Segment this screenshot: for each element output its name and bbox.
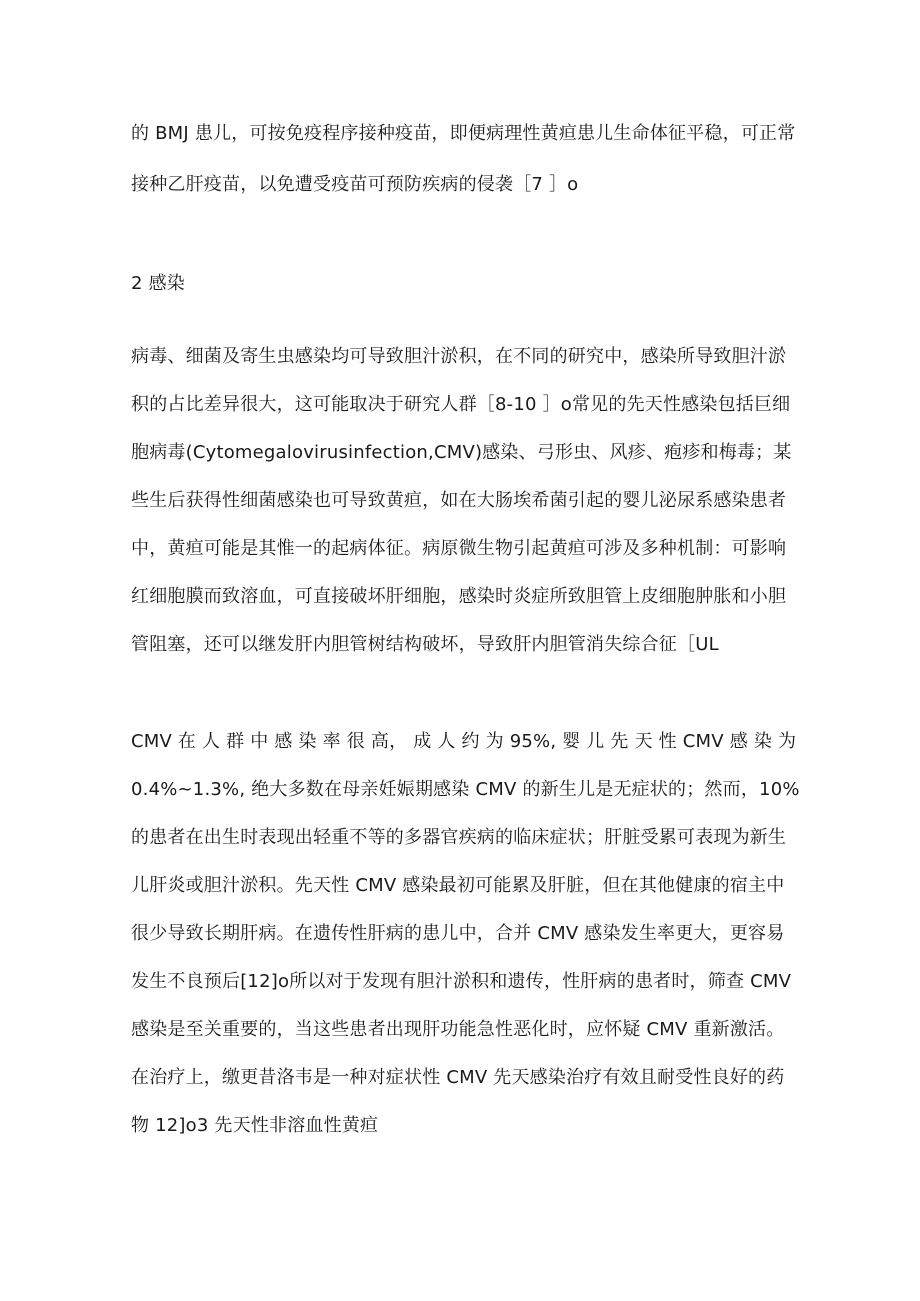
text-line: 管阻塞，还可以继发肝内胆管树结构破坏，导致肝内胆管消失综合征［UL (131, 634, 719, 655)
text-line: 红细胞膜而致溶血，可直接破坏肝细胞，感染时炎症所致胆管上皮细胞肿胀和小胆 (131, 586, 787, 607)
text-line: 0.4%~1.3%, 绝大多数在母亲妊娠期感染 CMV 的新生儿是无症状的；然而，10% (131, 779, 800, 800)
text-line: 很少导致长期肝病。在遗传性肝病的患儿中，合并 CMV 感染发生率更大，更容易 (131, 923, 785, 944)
text-line: 物 12]o3 先天性非溶血性黄疸 (131, 1115, 379, 1136)
section-heading: 2 感染 (131, 273, 185, 294)
text-line: CMV 在 人 群 中 感 染 率 很 高， 成 人 约 为 95%, 婴 儿 先 天 性 CMV 感 染 为 (131, 731, 797, 752)
text-line: 病毒、细菌及寄生虫感染均可导致胆汁淤积，在不同的研究中，感染所导致胆汁淤 (131, 346, 787, 367)
text-line: 发生不良预后[12]o所以对于发现有胆汁淤积和遗传，性肝病的患者时，筛查 CMV (131, 971, 792, 992)
text-line: 中，黄疸可能是其惟一的起病体征。病原微生物引起黄疸可涉及多种机制：可影响 (131, 538, 787, 559)
text-line: 感染是至关重要的，当这些患者出现肝功能急性恶化时，应怀疑 CMV 重新激活。 (131, 1019, 785, 1040)
text-line: 的 BMJ 患儿，可按免疫程序接种疫苗，即便病理性黄疸患儿生命体征平稳，可正常 (131, 123, 796, 144)
text-line: 接种乙肝疫苗，以免遭受疫苗可预防疾病的侵袭［7 ］o (131, 174, 579, 195)
text-line: 在治疗上，缴更昔洛韦是一种对症状性 CMV 先天感染治疗有效且耐受性良好的药 (131, 1067, 785, 1088)
text-line: 积的占比差异很大，这可能取决于研究人群［8-10 ］o常见的先天性感染包括巨细 (131, 394, 791, 415)
text-line: 胞病毒(Cytomegalovirusinfection,CMV)感染、弓形虫、风疹、疱疹和梅毒；某 (131, 442, 792, 463)
text-line: 些生后获得性细菌感染也可导致黄疸，如在大肠埃希菌引起的婴儿泌尿系感染患者 (131, 490, 787, 511)
text-line: 的患者在出生时表现出轻重不等的多器官疾病的临床症状；肝脏受累可表现为新生 (131, 827, 787, 848)
text-line: 儿肝炎或胆汁淤积。先天性 CMV 感染最初可能累及肝脏，但在其他健康的宿主中 (131, 875, 785, 896)
